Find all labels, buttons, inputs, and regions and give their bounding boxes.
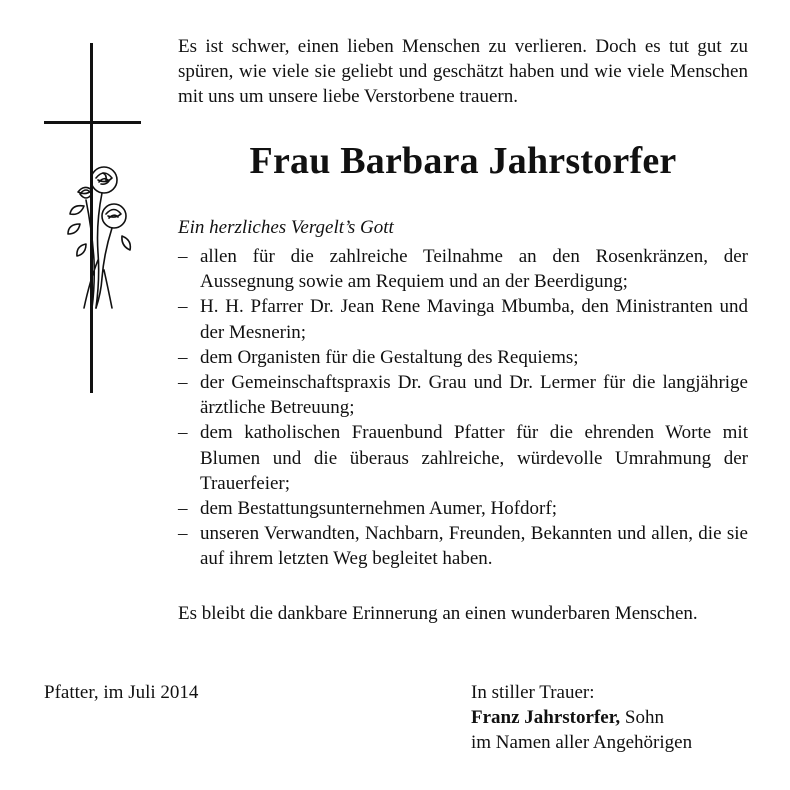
thanks-item	[178, 244, 748, 294]
thanks-item	[178, 521, 748, 571]
list-dash: –	[178, 422, 188, 444]
signature-intro: In stiller Trauer:	[471, 682, 595, 703]
thanks-item-text: allen für die zahlreiche Teilnahme an den Rosenkränzen, der Aussegnung sowie am Requiem und an der Beerdigung;	[200, 246, 748, 293]
thanks-item	[178, 420, 748, 496]
thanks-item	[178, 294, 748, 344]
thanks-list	[178, 244, 748, 572]
signature-family: im Namen aller Angehörigen	[471, 732, 693, 753]
thanks-heading: Ein herzliches Vergelt’s Gott	[178, 217, 394, 238]
thanks-item-text: H. H. Pfarrer Dr. Jean Rene Mavinga Mbumba, den Ministranten und der Mesnerin;	[200, 296, 748, 343]
closing-paragraph: Es bleibt die dankbare Erinnerung an einen wunderbaren Menschen.	[178, 602, 698, 624]
signature-block	[471, 680, 692, 755]
list-dash: –	[178, 523, 188, 545]
thanks-item	[178, 345, 748, 370]
thanks-item-text: dem Bestattungsunternehmen Aumer, Hofdorf;	[200, 498, 557, 520]
signer-relation: Sohn	[620, 707, 664, 728]
place-date: Pfatter, im Juli 2014	[44, 682, 199, 703]
signature-signer	[471, 705, 692, 730]
thanks-item-text: dem katholischen Frauenbund Pfatter für die ehrenden Worte mit Blumen und die überaus zahlreiche, würdevolle Umrahmung der Trauerfeier;	[200, 422, 748, 494]
signer-name: Franz Jahrstorfer,	[471, 707, 621, 728]
thanks-item	[178, 496, 748, 521]
list-dash: –	[178, 246, 188, 267]
thanks-item-text: dem Organisten für die Gestaltung des Requiems;	[200, 346, 579, 368]
roses-icon	[58, 160, 138, 310]
list-dash: –	[178, 498, 188, 520]
main-text-block	[178, 34, 748, 626]
deceased-name: Frau Barbara Jahrstorfer	[249, 140, 677, 182]
thanks-item-text: der Gemeinschaftspraxis Dr. Grau und Dr. Lermer für die langjährige ärztliche Betreuung;	[200, 372, 748, 419]
list-dash: –	[178, 346, 188, 368]
list-dash: –	[178, 372, 188, 394]
thanks-item-text: unseren Verwandten, Nachbarn, Freunden, Bekannten und allen, die sie auf ihrem letzten Weg begleitet haben.	[200, 523, 748, 570]
list-dash: –	[178, 296, 188, 318]
cross-horizontal-beam	[44, 121, 141, 124]
thanks-item	[178, 370, 748, 420]
intro-paragraph: Es ist schwer, einen lieben Menschen zu verlieren. Doch es tut gut zu spüren, wie viele sie geliebt und geschätzt haben und wie viele Menschen mit uns um unsere liebe Verstorbene trauern.	[178, 36, 748, 107]
